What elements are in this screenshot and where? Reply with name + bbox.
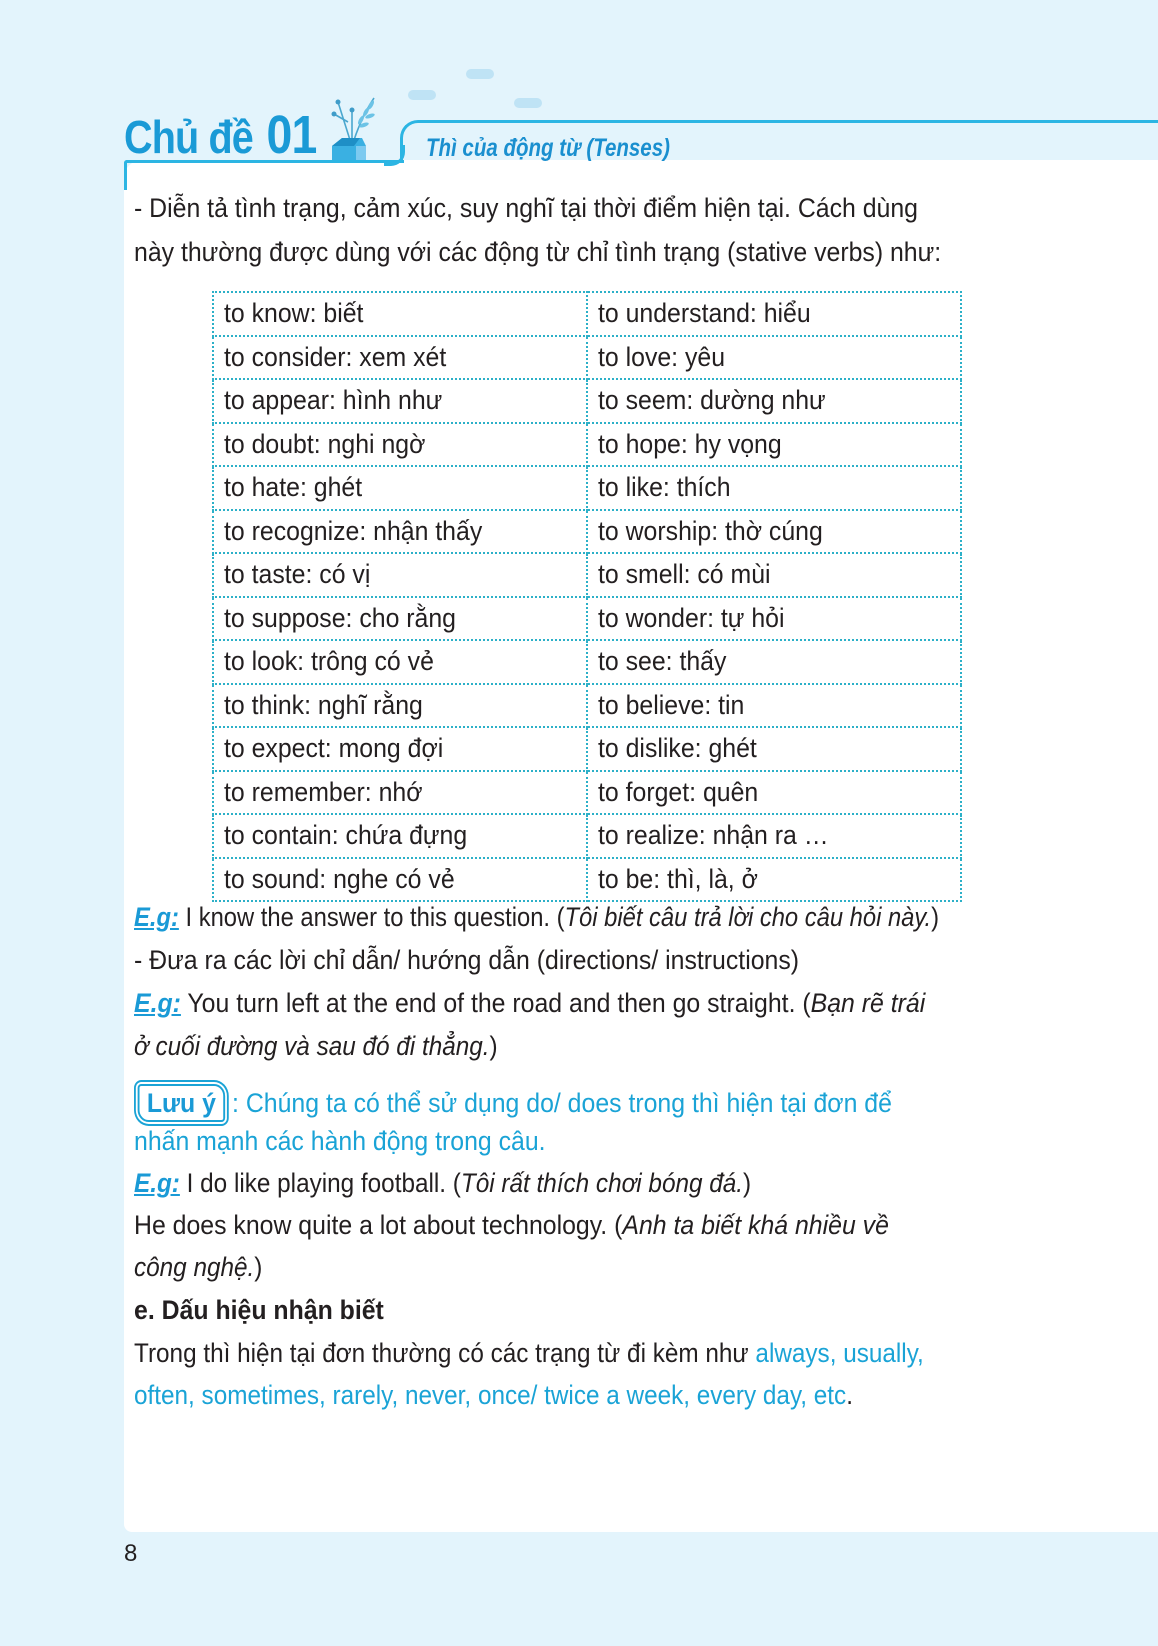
- example-2-text: You turn left at the end of the road and then go straight. (: [187, 988, 811, 1018]
- table-cell: [587, 640, 961, 684]
- verb-entry: to taste: có vị: [224, 559, 371, 590]
- verb-entry: to dislike: ghét: [598, 733, 757, 764]
- verb-entry: to remember: nhớ: [224, 776, 423, 807]
- subtitle: Thì của động từ (Tenses): [426, 134, 670, 162]
- note-line-1: [134, 1084, 892, 1122]
- table-cell: [587, 553, 961, 597]
- chapter-number: 01: [266, 105, 317, 165]
- verb-entry: to seem: dường như: [598, 385, 826, 416]
- table-row: [213, 292, 961, 336]
- table-row: [213, 336, 961, 380]
- verb-entry: to recognize: nhận thấy: [224, 515, 483, 546]
- table-cell: [587, 814, 961, 858]
- table-cell: [587, 510, 961, 554]
- verb-entry: to think: nghĩ rằng: [224, 689, 423, 720]
- example-4-translation: Anh ta biết khá nhiều về: [622, 1210, 889, 1240]
- verb-entry: to expect: mong đợi: [224, 733, 444, 764]
- signs-adverbs-2: often, sometimes, rarely, never, once/ twice a week, every day, etc: [134, 1380, 847, 1410]
- note-line-2: nhấn mạnh các hành động trong câu.: [134, 1126, 546, 1156]
- table-row: [213, 423, 961, 467]
- intro-line-2: này thường được dùng với các động từ chỉ tình trạng (stative verbs) như:: [134, 237, 942, 267]
- verb-entry: to be: thì, là, ở: [598, 863, 758, 894]
- verb-entry: to like: thích: [598, 472, 731, 503]
- table-cell: [587, 771, 961, 815]
- table-cell: [213, 771, 587, 815]
- table-cell: [213, 423, 587, 467]
- table-cell: [213, 292, 587, 336]
- example-4: [134, 1210, 889, 1241]
- table-cell: [213, 379, 587, 423]
- example-3: [134, 1168, 751, 1199]
- paren-close: ): [931, 902, 940, 932]
- directions-line: - Đưa ra các lời chỉ dẫn/ hướng dẫn (directions/ instructions): [134, 945, 800, 975]
- stative-verbs-table: [212, 291, 962, 902]
- example-2-translation: Bạn rẽ trái: [810, 988, 926, 1018]
- verb-entry: to understand: hiểu: [598, 298, 811, 329]
- table-cell: [213, 727, 587, 771]
- example-4-cont: [134, 1252, 262, 1283]
- chapter-title: [124, 104, 316, 166]
- signs-prefix: Trong thì hiện tại đơn thường có các trạng từ đi kèm như: [134, 1338, 756, 1368]
- example-4-text: He does know quite a lot about technology. (: [134, 1210, 623, 1240]
- eg-label: E.g:: [134, 1168, 180, 1198]
- verb-entry: to worship: thờ cúng: [598, 515, 823, 546]
- decoration-dash: [514, 98, 542, 108]
- table-cell: [587, 466, 961, 510]
- note-text-1: : Chúng ta có thể sử dụng do/ does trong thì hiện tại đơn để: [232, 1088, 892, 1118]
- decoration-dash: [466, 69, 494, 79]
- verb-entry: to see: thấy: [598, 646, 727, 677]
- example-2: [134, 988, 925, 1019]
- table-row: [213, 379, 961, 423]
- example-2-translation-line2: ở cuối đường và sau đó đi thẳng.: [134, 1031, 490, 1061]
- table-cell: [587, 684, 961, 728]
- table-cell: [213, 466, 587, 510]
- table-row: [213, 858, 961, 902]
- signs-line-2: [134, 1380, 853, 1411]
- table-cell: [213, 510, 587, 554]
- table-cell: [587, 292, 961, 336]
- table-cell: [213, 553, 587, 597]
- table-cell: [587, 336, 961, 380]
- table-cell: [213, 684, 587, 728]
- verb-entry: to contain: chứa đựng: [224, 820, 468, 851]
- example-1-text: I know the answer to this question. (: [185, 902, 565, 932]
- intro-line-1: - Diễn tả tình trạng, cảm xúc, suy nghĩ tại thời điểm hiện tại. Cách dùng: [134, 193, 918, 223]
- table-cell: [213, 858, 587, 902]
- table-row: [213, 510, 961, 554]
- table-cell: [213, 640, 587, 684]
- verb-entry: to believe: tin: [598, 689, 745, 720]
- table-row: [213, 727, 961, 771]
- example-2-translation-cont: [134, 1031, 498, 1062]
- table-row: [213, 684, 961, 728]
- signs-adverbs-1: always, usually,: [755, 1338, 924, 1368]
- paren-close: ): [489, 1031, 498, 1061]
- plant-vase-icon: [330, 92, 380, 160]
- example-1-translation: Tôi biết câu trả lời cho câu hỏi này.: [564, 902, 932, 932]
- verb-entry: to forget: quên: [598, 776, 759, 807]
- verb-entry: to love: yêu: [598, 341, 726, 372]
- table-row: [213, 553, 961, 597]
- verb-entry: to realize: nhận ra …: [598, 820, 829, 851]
- example-3-translation: Tôi rất thích chơi bóng đá.: [460, 1168, 744, 1198]
- decoration-dash: [408, 90, 436, 100]
- table-cell: [587, 858, 961, 902]
- note-badge: Lưu ý: [138, 1084, 225, 1122]
- paren-close: ): [254, 1252, 263, 1282]
- verb-entry: to smell: có mùi: [598, 559, 771, 590]
- verb-entry: to consider: xem xét: [224, 341, 447, 372]
- verb-entry: to hate: ghét: [224, 472, 363, 503]
- table-row: [213, 597, 961, 641]
- verb-entry: to hope: hy vọng: [598, 428, 782, 459]
- section-heading: e. Dấu hiệu nhận biết: [134, 1295, 384, 1325]
- paren-close: ): [743, 1168, 752, 1198]
- table-cell: [587, 727, 961, 771]
- table-row: [213, 640, 961, 684]
- verb-entry: to wonder: tự hỏi: [598, 602, 785, 633]
- verb-entry: to look: trông có vẻ: [224, 646, 434, 677]
- verb-entry: to know: biết: [224, 298, 364, 329]
- table-cell: [587, 423, 961, 467]
- example-1: [134, 902, 939, 933]
- table-cell: [213, 814, 587, 858]
- verb-entry: to doubt: nghi ngờ: [224, 428, 426, 459]
- page-number: 8: [124, 1540, 138, 1567]
- table-row: [213, 814, 961, 858]
- chapter-label: Chủ đề: [124, 111, 253, 163]
- verb-entry: to suppose: cho rằng: [224, 602, 457, 633]
- intro-paragraph: [134, 186, 1044, 274]
- table-cell: [213, 336, 587, 380]
- table-cell: [213, 597, 587, 641]
- verb-entry: to sound: nghe có vẻ: [224, 863, 455, 894]
- eg-label: E.g:: [134, 902, 179, 932]
- eg-label: E.g:: [134, 988, 181, 1018]
- table-row: [213, 466, 961, 510]
- example-4-translation-line2: công nghệ.: [134, 1252, 255, 1282]
- example-3-text: I do like playing football. (: [186, 1168, 461, 1198]
- table-cell: [587, 597, 961, 641]
- table-cell: [587, 379, 961, 423]
- signs-line-1: [134, 1338, 924, 1369]
- verb-entry: to appear: hình như: [224, 385, 443, 416]
- period: .: [846, 1380, 853, 1410]
- table-row: [213, 771, 961, 815]
